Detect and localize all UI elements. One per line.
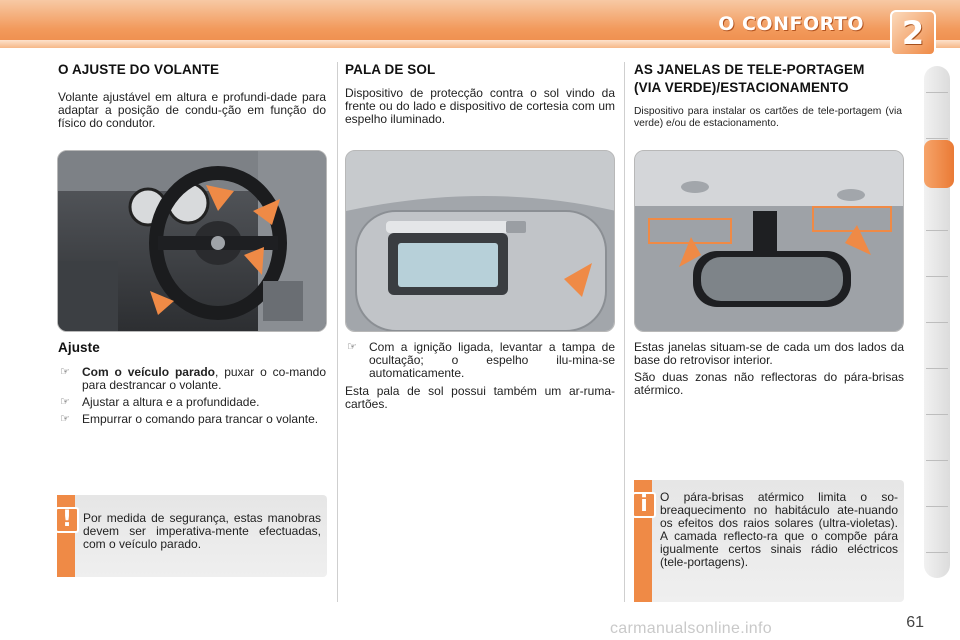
bullet-text: Ajustar a altura e a profundidade. <box>82 395 260 409</box>
tab-divider <box>926 552 948 553</box>
pointing-hand-icon: ☞ <box>60 396 70 408</box>
safety-warning-box <box>57 495 327 577</box>
steering-intro: Volante ajustável em altura e profundi-dade para adaptar a posição de condu-ção em função do físico do condutor. <box>58 90 326 130</box>
toll-windows-location: Estas janelas situam-se de cada um dos lados da base do retrovisor interior. <box>634 340 904 367</box>
list-item <box>58 396 326 409</box>
tab-divider <box>926 506 948 507</box>
chapter-tab-active[interactable] <box>924 140 954 188</box>
list-item <box>58 413 326 426</box>
sun-visor-photo <box>345 150 615 332</box>
adjustment-steps <box>58 366 326 430</box>
tab-divider <box>926 230 948 231</box>
info-text: O pára-brisas atérmico limita o so-breaquecimento no habitáculo ate-nuando os efeitos dos raios solares (ultra-violetas). A camada reflecto-ra que o compõe pára igualmente certos sinais rádio eléctricos (tele-portagens). <box>660 490 898 569</box>
page-number: 61 <box>906 614 924 631</box>
header-band <box>0 40 960 48</box>
chapter-number-badge: 2 <box>890 10 936 56</box>
bullet-bold-text: Com o veículo parado <box>82 365 215 379</box>
info-icon: i <box>632 492 656 518</box>
sun-visor-note: Esta pala de sol possui também um ar-ruma-cartões. <box>345 384 615 411</box>
steering-wheel-photo <box>57 150 327 332</box>
list-item <box>345 341 615 380</box>
pointing-hand-icon: ☞ <box>347 341 357 353</box>
tab-divider <box>926 460 948 461</box>
section-heading-sun-visor: PALA DE SOL <box>345 62 436 77</box>
tab-divider <box>926 276 948 277</box>
tab-divider <box>926 368 948 369</box>
bullet-text: Empurrar o comando para trancar o volante. <box>82 412 319 426</box>
tab-divider <box>926 322 948 323</box>
column-divider <box>624 62 625 602</box>
pointing-hand-icon: ☞ <box>60 413 70 425</box>
sun-visor-intro: Dispositivo de protecção contra o sol vindo da frente ou do lado e dispositivo de cortesia com um espelho iluminado. <box>345 86 615 126</box>
sun-visor-steps <box>345 341 615 384</box>
tab-divider <box>926 414 948 415</box>
toll-windows-intro: Dispositivo para instalar os cartões de tele-portagem (via verde) e/ou de estacionamento. <box>634 106 902 129</box>
tab-divider <box>926 138 948 139</box>
watermark: carmanualsonline.info <box>610 620 772 637</box>
rearview-mirror-photo <box>634 150 904 332</box>
list-item <box>58 366 326 392</box>
adjustment-subheading: Ajuste <box>58 340 100 355</box>
exclamation-icon: ! <box>55 507 79 533</box>
tab-divider <box>926 92 948 93</box>
chapter-title: O CONFORTO <box>718 13 864 35</box>
section-heading-steering: O AJUSTE DO VOLANTE <box>58 62 220 77</box>
bullet-text: , puxar o co-mando para destrancar o volante. <box>82 365 326 392</box>
pointing-hand-icon: ☞ <box>60 366 70 378</box>
toll-windows-zones: São duas zonas não reflectoras do pára-brisas atérmico. <box>634 370 904 397</box>
info-box <box>634 480 904 602</box>
section-heading-toll-windows-line2: (VIA VERDE)/ESTACIONAMENTO <box>634 80 849 95</box>
warning-text: Por medida de segurança, estas manobras devem ser imperativa-mente efectuadas, com o veículo parado. <box>83 511 321 551</box>
column-divider <box>337 62 338 602</box>
bullet-text: Com a ignição ligada, levantar a tampa de ocultação; o espelho ilu-mina-se automaticamente. <box>369 340 615 380</box>
section-heading-toll-windows: AS JANELAS DE TELE-PORTAGEM <box>634 62 865 77</box>
